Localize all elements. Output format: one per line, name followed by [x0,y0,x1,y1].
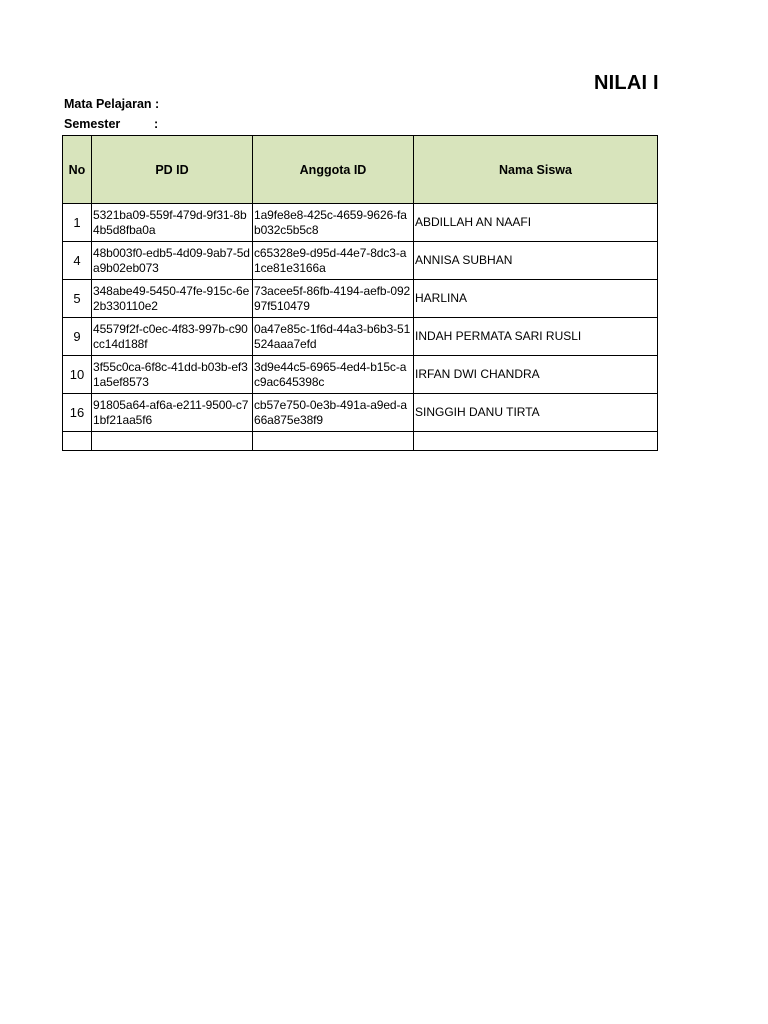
table-row [63,318,658,356]
empty-cell[interactable] [253,432,414,451]
header-anggota-id[interactable]: Anggota ID [253,136,414,204]
table-row [63,242,658,280]
table-header-row [63,136,658,204]
cell-nama-siswa[interactable]: HARLINA [414,280,658,318]
subject-field [64,97,159,111]
cell-pd-id[interactable]: 348abe49-5450-47fe-915c-6e2b330110e2 [92,280,253,318]
cell-nama-siswa[interactable]: INDAH PERMATA SARI RUSLI [414,318,658,356]
cell-no[interactable]: 1 [63,204,92,242]
cell-nama-siswa[interactable]: ANNISA SUBHAN [414,242,658,280]
cell-anggota-id[interactable]: 0a47e85c-1f6d-44a3-b6b3-51524aaa7efd [253,318,414,356]
cell-no[interactable]: 16 [63,394,92,432]
cell-pd-id[interactable]: 3f55c0ca-6f8c-41dd-b03b-ef31a5ef8573 [92,356,253,394]
semester-label: Semester [64,117,121,131]
cell-pd-id[interactable]: 5321ba09-559f-479d-9f31-8b4b5d8fba0a [92,204,253,242]
cell-pd-id[interactable]: 91805a64-af6a-e211-9500-c71bf21aa5f6 [92,394,253,432]
page-title: NILAI I [594,72,659,94]
cell-anggota-id[interactable]: 1a9fe8e8-425c-4659-9626-fab032c5b5c8 [253,204,414,242]
table-row [63,394,658,432]
empty-cell[interactable] [63,432,92,451]
empty-table-row [63,432,658,451]
cell-anggota-id[interactable]: 73acee5f-86fb-4194-aefb-09297f510479 [253,280,414,318]
subject-label: Mata Pelajaran : [64,97,160,111]
cell-nama-siswa[interactable]: ABDILLAH AN NAAFI [414,204,658,242]
header-nama-siswa[interactable]: Nama Siswa [414,136,658,204]
semester-colon: : [154,117,159,131]
semester-field [64,117,159,131]
cell-anggota-id[interactable]: cb57e750-0e3b-491a-a9ed-a66a875e38f9 [253,394,414,432]
header-no[interactable]: No [63,136,92,204]
cell-no[interactable]: 9 [63,318,92,356]
student-table [62,135,658,451]
table-row [63,280,658,318]
cell-no[interactable]: 10 [63,356,92,394]
table-row [63,204,658,242]
cell-nama-siswa[interactable]: SINGGIH DANU TIRTA [414,394,658,432]
cell-nama-siswa[interactable]: IRFAN DWI CHANDRA [414,356,658,394]
empty-cell[interactable] [414,432,658,451]
cell-anggota-id[interactable]: c65328e9-d95d-44e7-8dc3-a1ce81e3166a [253,242,414,280]
header-pd-id[interactable]: PD ID [92,136,253,204]
cell-no[interactable]: 5 [63,280,92,318]
cell-pd-id[interactable]: 48b003f0-edb5-4d09-9ab7-5da9b02eb073 [92,242,253,280]
cell-pd-id[interactable]: 45579f2f-c0ec-4f83-997b-c90cc14d188f [92,318,253,356]
cell-anggota-id[interactable]: 3d9e44c5-6965-4ed4-b15c-ac9ac645398c [253,356,414,394]
cell-no[interactable]: 4 [63,242,92,280]
table-row [63,356,658,394]
empty-cell[interactable] [92,432,253,451]
